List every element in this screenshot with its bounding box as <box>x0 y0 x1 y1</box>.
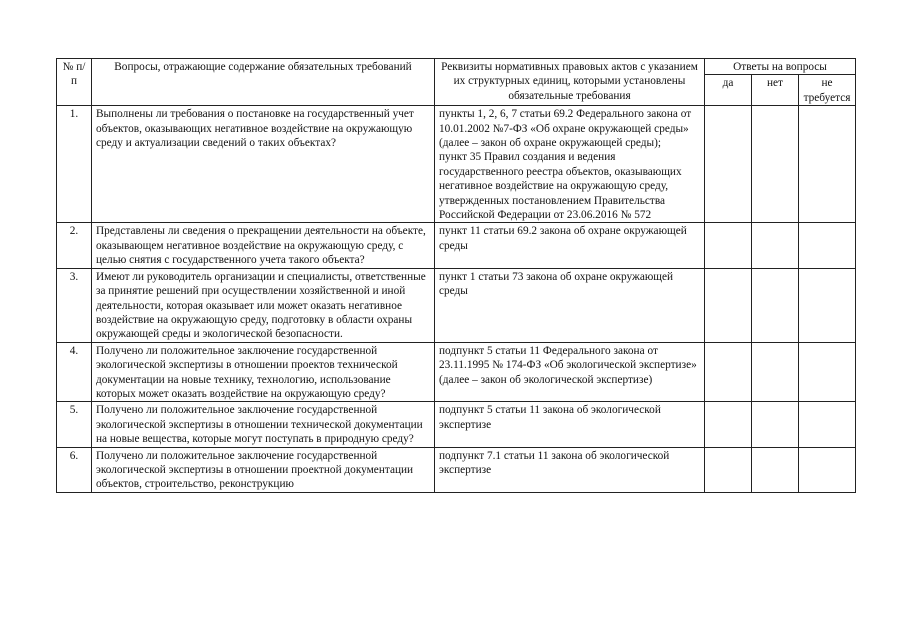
header-row <box>57 59 856 75</box>
table-row <box>57 223 856 268</box>
answer-yes-cell[interactable] <box>705 402 752 447</box>
header-no: нет <box>752 75 799 106</box>
header-yes: да <box>705 75 752 106</box>
row-number: 2. <box>57 223 92 268</box>
answer-no-cell[interactable] <box>752 402 799 447</box>
table-row <box>57 402 856 447</box>
answer-not-required-cell[interactable] <box>799 106 856 223</box>
answer-not-required-cell[interactable] <box>799 342 856 402</box>
row-requisites: пункт 1 статьи 73 закона об охране окружающей среды <box>435 268 705 342</box>
row-requisites <box>435 106 705 223</box>
row-question: Получено ли положительное заключение государственной экологической экспертизы в отношении проектной документации объектов, строительство, реконструкцию <box>92 447 435 492</box>
row-question: Получено ли положительное заключение государственной экологической экспертизы в отношении технической документации на новые вещества, которые могут поступать в природную среду? <box>92 402 435 447</box>
row-requisites: подпункт 7.1 статьи 11 закона об экологической экспертизе <box>435 447 705 492</box>
row-number: 1. <box>57 106 92 223</box>
header-requisites: Реквизиты нормативных правовых актов с указанием их структурных единиц, которыми установлены обязательные требования <box>435 59 705 106</box>
header-not-required: не требуется <box>799 75 856 106</box>
answer-yes-cell[interactable] <box>705 106 752 223</box>
table-row <box>57 106 856 223</box>
row-question: Выполнены ли требования о постановке на государственный учет объектов, оказывающих негативное воздействие на окружающую среду и актуализации сведений о таких объектах? <box>92 106 435 223</box>
answer-no-cell[interactable] <box>752 268 799 342</box>
row-number: 5. <box>57 402 92 447</box>
row-question: Получено ли положительное заключение государственной экологической экспертизы в отношении проектов технической документации на новые технику, технологию, использование которых может оказать воздействие на окружающую среду? <box>92 342 435 402</box>
answer-yes-cell[interactable] <box>705 223 752 268</box>
table-row <box>57 268 856 342</box>
row-requisites: подпункт 5 статьи 11 закона об экологической экспертизе <box>435 402 705 447</box>
row-question: Представлены ли сведения о прекращении деятельности на объекте, оказывающем негативное воздействие на окружающую среду, с целью снятия с государственного учета такого объекта? <box>92 223 435 268</box>
row-number: 6. <box>57 447 92 492</box>
answer-not-required-cell[interactable] <box>799 223 856 268</box>
answer-not-required-cell[interactable] <box>799 402 856 447</box>
answer-not-required-cell[interactable] <box>799 268 856 342</box>
requisites-part: пункт 35 Правил создания и ведения государственного реестра объектов, оказывающих негативное воздействие на окружающую среду, утвержденных постановлением Правительства Российской Федерации от 23.06.2016 № 572 <box>439 151 682 222</box>
table-row <box>57 342 856 402</box>
answer-no-cell[interactable] <box>752 106 799 223</box>
row-requisites: подпункт 5 статьи 11 Федерального закона от 23.11.1995 № 174-ФЗ «Об экологической экспертизе» (далее – закон об экологической экспертизе) <box>435 342 705 402</box>
answer-yes-cell[interactable] <box>705 447 752 492</box>
answer-yes-cell[interactable] <box>705 342 752 402</box>
header-num: № п/п <box>57 59 92 106</box>
header-answers: Ответы на вопросы <box>705 59 856 75</box>
header-question: Вопросы, отражающие содержание обязательных требований <box>92 59 435 106</box>
answer-no-cell[interactable] <box>752 342 799 402</box>
table-row <box>57 447 856 492</box>
answer-not-required-cell[interactable] <box>799 447 856 492</box>
requisites-part: пункты 1, 2, 6, 7 статьи 69.2 Федерального закона от 10.01.2002 №7-ФЗ «Об охране окружающей среды» (далее – закон об охране окружающей среды); <box>439 108 692 150</box>
answer-no-cell[interactable] <box>752 447 799 492</box>
row-requisites: пункт 11 статьи 69.2 закона об охране окружающей среды <box>435 223 705 268</box>
answer-no-cell[interactable] <box>752 223 799 268</box>
row-number: 4. <box>57 342 92 402</box>
row-question: Имеют ли руководитель организации и специалисты, ответственные за принятие решений при осуществлении хозяйственной и иной деятельности, которая оказывает или может оказать негативное воздействие на окружающую среду, подготовку в области охраны окружающей среды и экологической безопасности. <box>92 268 435 342</box>
requirements-table <box>56 58 856 493</box>
answer-yes-cell[interactable] <box>705 268 752 342</box>
row-number: 3. <box>57 268 92 342</box>
